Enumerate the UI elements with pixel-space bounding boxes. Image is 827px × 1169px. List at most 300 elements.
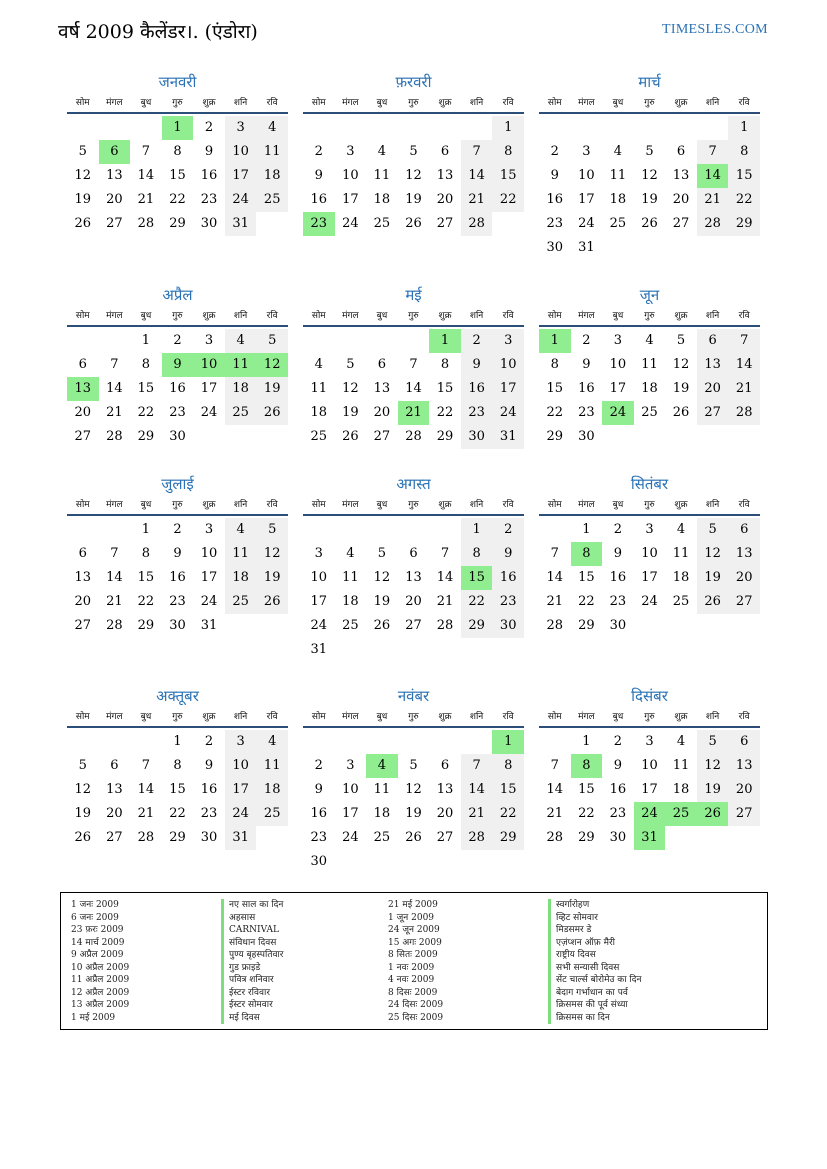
holiday-cell: 9	[162, 353, 194, 377]
day-cell: 7	[110, 546, 119, 561]
day-cell: 11	[373, 782, 391, 797]
site-link[interactable]: TIMESLES.COM	[662, 22, 768, 37]
day-cell: 18	[672, 782, 690, 797]
day-cell: 10	[342, 168, 359, 183]
day-cell: 13	[697, 353, 729, 377]
day-cell: 7	[461, 754, 493, 778]
day-cell: 21	[546, 594, 564, 609]
day-cell: 20	[728, 566, 760, 590]
day-cell: 5	[256, 518, 288, 542]
day-cell: 12	[405, 782, 422, 797]
day-cell: 6	[377, 357, 387, 372]
day-cell: 11	[672, 758, 690, 773]
day-cell: 27	[697, 401, 729, 425]
legend-holiday-date: 1 नवः 2009	[388, 962, 435, 973]
day-cell: 19	[373, 594, 391, 609]
legend-holiday-name: गुड फ्राइडे	[221, 962, 283, 975]
day-cell: 22	[137, 594, 155, 609]
day-cell: 6	[728, 730, 760, 754]
day-cell: 13	[728, 754, 760, 778]
day-cell: 16	[310, 806, 328, 821]
weekday-label: शुक्र	[438, 98, 452, 108]
day-cell: 29	[169, 216, 186, 231]
holiday-cell: 13	[67, 377, 99, 401]
legend-holiday-name: राष्ट्रीय दिवस	[548, 949, 642, 962]
weekday-label: बुध	[612, 712, 624, 722]
day-cell: 28	[106, 618, 123, 633]
legend-holiday-name: क्रिसमस की पूर्व संध्या	[548, 999, 642, 1012]
day-cell: 17	[492, 377, 524, 401]
day-cell: 14	[461, 164, 493, 188]
day-cell: 7	[697, 140, 729, 164]
day-cell: 5	[78, 144, 87, 159]
day-cell: 26	[405, 830, 422, 845]
weekday-label: गुरु	[408, 98, 419, 108]
day-cell: 12	[342, 381, 359, 396]
day-cell: 31	[225, 826, 257, 850]
day-cell: 4	[256, 730, 288, 754]
day-cell: 11	[225, 542, 257, 566]
day-cell: 27	[436, 216, 454, 231]
day-cell: 9	[492, 542, 524, 566]
day-cell: 16	[169, 381, 186, 396]
day-cell: 14	[137, 782, 155, 797]
day-cell: 14	[405, 381, 422, 396]
day-cell: 4	[225, 329, 257, 353]
day-cell: 24	[200, 594, 218, 609]
day-cell: 11	[342, 570, 359, 585]
day-cell: 28	[546, 618, 564, 633]
weekday-header	[67, 494, 288, 516]
day-cell: 7	[461, 140, 493, 164]
weekday-label: सोम	[311, 98, 326, 108]
day-cell: 15	[492, 778, 524, 802]
day-cell: 29	[461, 614, 493, 638]
month-name-label: अक्तूबर	[156, 687, 199, 705]
legend-holiday-name: क्रिसमस का दिन	[548, 1012, 642, 1025]
day-cell: 2	[613, 522, 623, 537]
day-cell: 26	[74, 830, 92, 845]
month-name	[539, 285, 760, 305]
day-cell: 19	[74, 192, 92, 207]
weekday-label: बुध	[140, 500, 152, 510]
day-cell: 12	[697, 542, 729, 566]
day-cell: 8	[461, 542, 493, 566]
day-cell: 3	[314, 546, 323, 561]
month-block	[67, 72, 288, 231]
day-cell: 4	[377, 144, 387, 159]
day-cell: 12	[697, 754, 729, 778]
month-name	[539, 474, 760, 494]
day-cell: 3	[346, 144, 355, 159]
holiday-cell: 6	[99, 140, 131, 164]
weekday-label: बुध	[612, 500, 624, 510]
weekday-label: गुरु	[172, 311, 183, 321]
weekday-label: मंगल	[106, 98, 123, 108]
day-cell: 20	[697, 377, 729, 401]
weekday-label: मंगल	[342, 98, 359, 108]
day-cell: 30	[546, 240, 564, 255]
day-cell: 18	[373, 192, 391, 207]
day-cell: 17	[225, 778, 257, 802]
day-cell: 13	[672, 168, 690, 183]
legend-holiday-name: सेंट चार्ल्स बोरोमेउ का दिन	[548, 974, 642, 987]
weekday-label: मंगल	[342, 500, 359, 510]
day-cell: 10	[609, 357, 627, 372]
weekday-label: रवि	[502, 98, 514, 108]
month-name-label: अगस्त	[396, 475, 431, 493]
day-cell: 2	[173, 333, 182, 348]
day-cell: 30	[169, 429, 186, 444]
day-cell: 22	[546, 405, 564, 420]
day-cell: 19	[672, 381, 690, 396]
weekday-label: शुक्र	[202, 98, 216, 108]
day-cell: 6	[78, 546, 87, 561]
day-cell: 31	[225, 212, 257, 236]
day-cell: 3	[613, 333, 623, 348]
day-cell: 4	[645, 333, 654, 348]
day-cell: 17	[578, 192, 595, 207]
holiday-cell: 24	[602, 401, 634, 425]
day-cell: 20	[672, 192, 690, 207]
legend-holiday-date: 1 जून 2009	[388, 912, 435, 923]
day-cell: 23	[169, 405, 186, 420]
holiday-cell: 15	[461, 566, 493, 590]
holiday-cell: 31	[634, 826, 666, 850]
day-cell: 10	[342, 782, 359, 797]
weekday-label: गुरु	[644, 98, 655, 108]
day-cell: 16	[492, 566, 524, 590]
holiday-cell: 26	[697, 802, 729, 826]
legend-holiday-date: 1 जनः 2009	[71, 900, 119, 910]
day-cell: 6	[440, 144, 450, 159]
weekday-header	[539, 305, 760, 327]
legend-holiday-date: 25 दिसः 2009	[388, 1012, 444, 1023]
day-cell: 5	[697, 730, 729, 754]
day-cell: 22	[436, 405, 454, 420]
day-cell: 19	[74, 806, 92, 821]
day-cell: 27	[672, 216, 690, 231]
holiday-cell: 23	[303, 212, 335, 236]
day-cell: 5	[409, 758, 418, 773]
weekday-label: सोम	[311, 311, 326, 321]
legend-holiday-name: CARNIVAL	[221, 924, 283, 937]
weekday-label: शुक्र	[438, 500, 452, 510]
weekday-label: बुध	[376, 500, 388, 510]
day-cell: 22	[578, 594, 595, 609]
day-cell: 12	[373, 570, 391, 585]
day-cell: 25	[342, 618, 359, 633]
month-name-label: अप्रैल	[162, 286, 193, 304]
day-cell: 17	[200, 570, 218, 585]
holiday-cell: 8	[571, 542, 603, 566]
day-cell: 5	[256, 329, 288, 353]
weekday-label: मंगल	[578, 500, 595, 510]
day-cell: 20	[106, 806, 123, 821]
day-cell: 2	[173, 522, 182, 537]
day-cell: 19	[405, 192, 422, 207]
day-cell: 30	[578, 429, 595, 444]
day-cell: 1	[492, 116, 524, 140]
day-cell: 6	[440, 758, 450, 773]
day-cell: 4	[314, 357, 323, 372]
legend-names-col-2	[548, 899, 642, 1024]
day-cell: 28	[137, 830, 155, 845]
day-cell: 4	[613, 144, 623, 159]
weekday-label: शुक्र	[674, 500, 688, 510]
day-cell: 22	[169, 806, 186, 821]
day-cell: 11	[609, 168, 627, 183]
legend-holiday-name: ईस्टर सोमवार	[221, 999, 283, 1012]
weekday-label: मंगल	[578, 712, 595, 722]
day-cell: 17	[641, 782, 658, 797]
day-cell: 1	[582, 522, 591, 537]
day-cell: 11	[310, 381, 328, 396]
day-cell: 21	[137, 192, 155, 207]
day-cell: 26	[697, 590, 729, 614]
day-cell: 13	[106, 168, 123, 183]
holiday-legend	[60, 892, 768, 1030]
day-cell: 5	[346, 357, 355, 372]
day-cell: 21	[106, 594, 123, 609]
weekday-label: बुध	[376, 712, 388, 722]
day-cell: 14	[546, 570, 564, 585]
day-cell: 26	[342, 429, 359, 444]
day-cell: 6	[110, 758, 119, 773]
month-block	[67, 285, 288, 444]
legend-holiday-date: 11 अप्रैल 2009	[71, 975, 130, 985]
weekday-header	[67, 305, 288, 327]
day-cell: 31	[492, 425, 524, 449]
day-cell: 17	[310, 594, 328, 609]
day-cell: 27	[728, 590, 760, 614]
day-cell: 22	[169, 192, 186, 207]
day-cell: 23	[609, 594, 627, 609]
day-cell: 24	[641, 594, 658, 609]
day-cell: 2	[204, 734, 214, 749]
month-block	[539, 474, 760, 633]
weekday-label: गुरु	[644, 712, 655, 722]
day-cell: 15	[137, 570, 155, 585]
day-cell: 18	[609, 192, 627, 207]
day-cell: 30	[609, 618, 627, 633]
day-cell: 3	[204, 333, 214, 348]
day-cell: 26	[373, 618, 391, 633]
day-cell: 7	[141, 758, 151, 773]
day-cell: 11	[256, 140, 288, 164]
day-cell: 16	[200, 168, 218, 183]
day-cell: 18	[225, 566, 257, 590]
day-cell: 6	[78, 357, 87, 372]
day-cell: 15	[728, 164, 760, 188]
day-cell: 21	[436, 594, 454, 609]
day-cell: 15	[578, 782, 595, 797]
day-cell: 17	[342, 806, 359, 821]
day-cell: 17	[225, 164, 257, 188]
day-cell: 27	[74, 429, 92, 444]
day-cell: 16	[578, 381, 595, 396]
legend-holiday-date: 24 जून 2009	[388, 925, 440, 935]
day-cell: 25	[310, 429, 328, 444]
day-cell: 3	[225, 730, 257, 754]
weekday-label: सोम	[311, 712, 326, 722]
day-cell: 6	[728, 518, 760, 542]
day-cell: 16	[461, 377, 493, 401]
day-cell: 10	[225, 754, 257, 778]
day-cell: 15	[546, 381, 564, 396]
day-cell: 13	[436, 168, 454, 183]
day-cell: 18	[641, 381, 658, 396]
legend-holiday-date: 1 मई 2009	[71, 1012, 116, 1023]
weekday-label: शनि	[233, 712, 248, 722]
legend-holiday-name: बेदाग गर्भाधान का पर्व	[548, 987, 642, 1000]
day-cell: 21	[728, 377, 760, 401]
day-cell: 8	[141, 357, 151, 372]
weekday-label: गुरु	[172, 98, 183, 108]
legend-holiday-name: मिडसमर डे	[548, 924, 642, 937]
day-cell: 23	[492, 590, 524, 614]
legend-holiday-date: 6 जनः 2009	[71, 912, 119, 923]
day-cell: 31	[310, 642, 328, 657]
day-cell: 11	[641, 357, 658, 372]
day-cell: 24	[225, 188, 257, 212]
weekday-label: बुध	[140, 311, 152, 321]
legend-holiday-date: 12 अप्रैल 2009	[71, 987, 130, 998]
day-cell: 30	[200, 216, 218, 231]
weekday-label: शुक्र	[674, 311, 688, 321]
day-cell: 16	[546, 192, 564, 207]
day-cell: 20	[728, 778, 760, 802]
month-name-label: सितंबर	[630, 475, 669, 493]
day-cell: 9	[582, 357, 591, 372]
day-cell: 30	[310, 854, 328, 869]
weekday-label: शनि	[469, 311, 484, 321]
weekday-label: शनि	[705, 500, 720, 510]
day-cell: 23	[546, 216, 564, 231]
weekday-label: शुक्र	[202, 500, 216, 510]
legend-holiday-date: 8 दिसः 2009	[388, 987, 438, 998]
day-cell: 14	[461, 778, 493, 802]
weekday-label: शनि	[233, 311, 248, 321]
holiday-cell: 24	[634, 802, 666, 826]
day-cell: 1	[141, 333, 151, 348]
weekday-label: रवि	[266, 500, 278, 510]
month-name	[67, 72, 288, 92]
day-cell: 20	[373, 405, 391, 420]
legend-holiday-name: नए साल का दिन	[221, 899, 283, 912]
day-cell: 28	[697, 212, 729, 236]
day-cell: 9	[204, 758, 214, 773]
day-cell: 28	[405, 429, 422, 444]
legend-holiday-name: स्वर्गारोहण	[548, 899, 642, 912]
day-cell: 23	[609, 806, 627, 821]
day-cell: 29	[546, 429, 564, 444]
page-title: वर्ष 2009 कैलेंडर।. (एंडोरा)	[58, 21, 258, 43]
day-cell: 8	[440, 357, 450, 372]
weekday-label: मंगल	[342, 712, 359, 722]
weekday-label: गुरु	[408, 712, 419, 722]
day-cell: 30	[461, 425, 493, 449]
day-cell: 5	[409, 144, 418, 159]
day-cell: 18	[256, 778, 288, 802]
day-cell: 13	[436, 782, 454, 797]
weekday-label: गुरु	[408, 500, 419, 510]
month-block	[303, 686, 524, 869]
day-cell: 1	[728, 116, 760, 140]
weekday-label: सोम	[75, 500, 90, 510]
day-cell: 18	[342, 594, 359, 609]
day-cell: 26	[256, 401, 288, 425]
day-cell: 29	[578, 618, 595, 633]
day-cell: 2	[613, 734, 623, 749]
day-cell: 9	[204, 144, 214, 159]
day-cell: 17	[641, 570, 658, 585]
day-cell: 3	[645, 734, 654, 749]
day-cell: 22	[492, 802, 524, 826]
day-cell: 18	[373, 806, 391, 821]
day-cell: 18	[225, 377, 257, 401]
day-cell: 27	[106, 830, 123, 845]
day-cell: 18	[672, 570, 690, 585]
weekday-label: बुध	[376, 311, 388, 321]
day-cell: 5	[676, 333, 686, 348]
weekday-label: सोम	[547, 311, 562, 321]
legend-holiday-date: 23 फ़रः 2009	[71, 925, 124, 935]
day-cell: 7	[110, 357, 119, 372]
day-cell: 25	[225, 590, 257, 614]
weekday-label: शुक्र	[438, 712, 452, 722]
day-cell: 7	[440, 546, 450, 561]
day-cell: 9	[613, 546, 623, 561]
legend-dates-col-2	[388, 899, 443, 1024]
holiday-cell: 1	[162, 116, 194, 140]
day-cell: 8	[173, 758, 182, 773]
weekday-label: रवि	[266, 712, 278, 722]
weekday-header	[67, 92, 288, 114]
day-cell: 7	[728, 329, 760, 353]
day-cell: 11	[373, 168, 391, 183]
day-cell: 29	[436, 429, 454, 444]
day-cell: 20	[405, 594, 422, 609]
weekday-label: शनि	[233, 500, 248, 510]
weekday-label: शनि	[469, 712, 484, 722]
holiday-cell: 10	[193, 353, 225, 377]
day-cell: 8	[173, 144, 182, 159]
day-cell: 9	[550, 168, 559, 183]
weekday-header	[303, 494, 524, 516]
day-cell: 19	[697, 566, 729, 590]
day-cell: 28	[436, 618, 454, 633]
day-cell: 22	[492, 188, 524, 212]
day-cell: 28	[728, 401, 760, 425]
weekday-label: बुध	[612, 98, 624, 108]
day-cell: 2	[314, 758, 323, 773]
day-cell: 1	[582, 734, 591, 749]
day-cell: 13	[373, 381, 391, 396]
day-cell: 25	[256, 188, 288, 212]
legend-holiday-date: 9 अप्रैल 2009	[71, 950, 124, 960]
day-cell: 19	[256, 566, 288, 590]
day-cell: 13	[106, 782, 123, 797]
legend-holiday-date: 13 अप्रैल 2009	[71, 1000, 130, 1010]
day-cell: 27	[728, 802, 760, 826]
month-name-label: दिसंबर	[631, 687, 668, 705]
day-cell: 12	[405, 168, 422, 183]
month-name	[303, 474, 524, 494]
weekday-header	[539, 92, 760, 114]
weekday-label: शुक्र	[202, 712, 216, 722]
day-cell: 25	[609, 216, 627, 231]
